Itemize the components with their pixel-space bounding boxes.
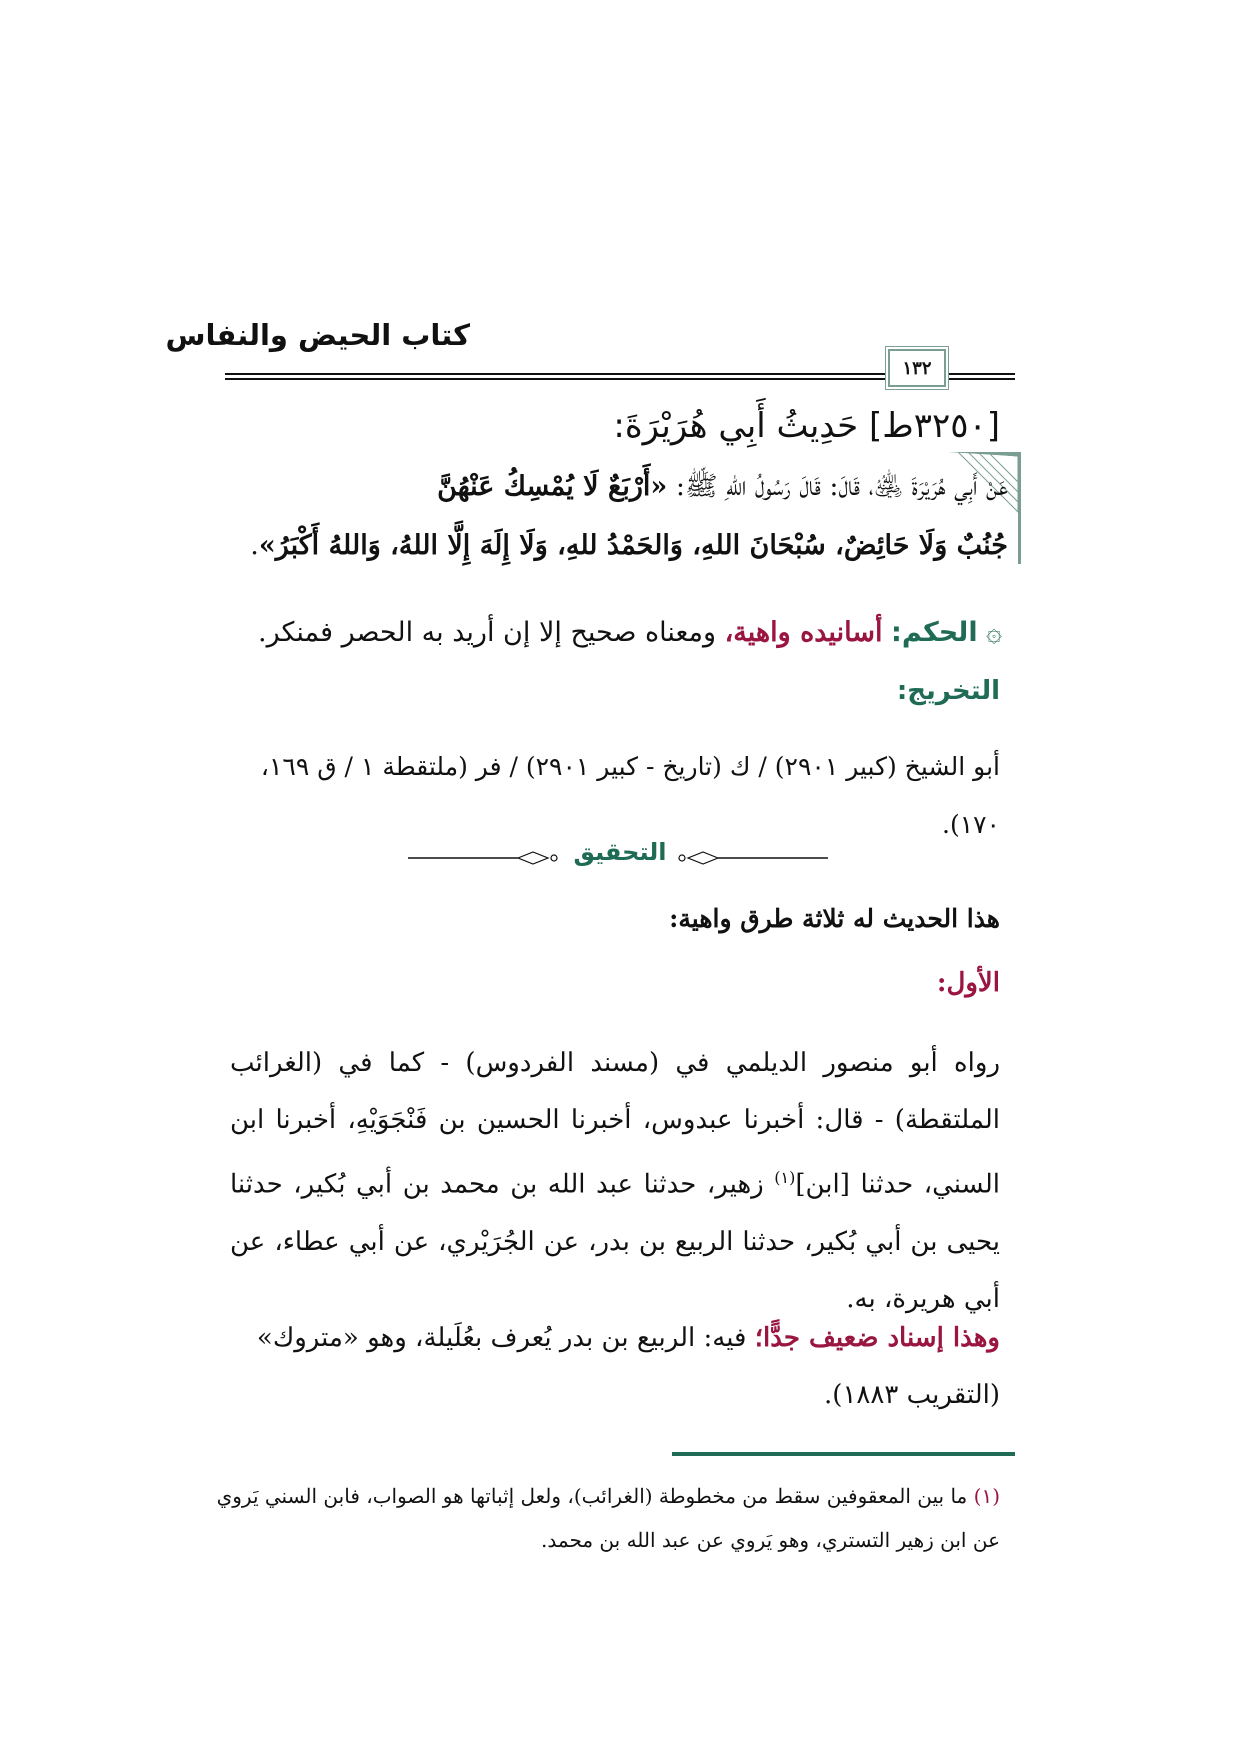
hadith-heading: [٣٢٥٠ط] حَدِيثُ أَبِي هُرَيْرَةَ: xyxy=(613,406,1000,446)
section-divider-label: التحقيق xyxy=(573,838,667,866)
hadith-matn-start: «أَرْبَعٌ لَا يُمْسِكُ عَنْهُنَّ xyxy=(437,471,668,502)
ruling-label: الحكم: xyxy=(891,617,978,648)
hadith-period: . xyxy=(250,530,259,561)
body-text-part-1: رواه أبو منصور الديلمي في (مسند الفردوس) - كما في (الغرائب الملتقطة) - قال: أخبرنا عبدوس، أخبرنا الحسين بن فَنْجَوَيْهِ، أخبرنا ابن السني، حدثنا [ابن] xyxy=(230,1048,1000,1200)
running-header-title: كتاب الحيض والنفاس xyxy=(165,318,470,352)
first-path-paragraph xyxy=(230,1035,1000,1328)
ruling-text: ومعناه صحيح إلا إن أريد به الحصر فمنكر. xyxy=(257,617,725,648)
verdict-text: فيه: الربيع بن بدر يُعرف بعُلَيلة، وهو «متروك» (التقريب ١٨٨٣). xyxy=(256,1323,1000,1410)
page-number-badge: ١٣٢ xyxy=(888,349,946,387)
body-text-part-2: زهير، حدثنا عبد الله بن محمد بن أبي بُكير، حدثنا يحيى بن أبي بُكير، حدثنا الربيع بن بدر، عن الجُرَيْري، عن أبي عطاء، عن أبي هريرة، به. xyxy=(230,1169,1000,1314)
ruling-line xyxy=(258,617,1002,648)
takhrij-label: التخريج: xyxy=(896,676,1000,706)
section-intro: هذا الحديث له ثلاثة طرق واهية: xyxy=(669,904,1000,933)
footnote-text: ما بين المعقوفين سقط من مخطوطة (الغرائب)، ولعل إثباتها هو الصواب، فابن السني يَروي عن ابن زهير التستري، وهو يَروي عن عبد الله بن محمد. xyxy=(216,1484,1000,1552)
takhrij-text: أبو الشيخ (كبير ٢٩٠١) / ك (تاريخ - كبير ٢٩٠١) / فر (ملتقطة ١ / ق ١٦٩، ١٧٠). xyxy=(260,752,1000,839)
flower-ornament-icon: ۞ xyxy=(986,617,1002,648)
footnote-reference[interactable]: (١) xyxy=(774,1168,796,1187)
footnote-number: (١) xyxy=(973,1484,1000,1508)
verdict-highlight: وهذا إسناد ضعيف جدًّا؛ xyxy=(754,1323,1000,1353)
footnote xyxy=(210,1474,1000,1562)
footnote-separator xyxy=(672,1452,1015,1456)
hadith-text-line-1 xyxy=(437,469,1008,509)
first-path-label: الأول: xyxy=(936,968,1000,998)
verdict-paragraph xyxy=(230,1310,1000,1424)
hadith-intro: عَنْ أَبِي هُرَيْرَةَ ﵁، قَالَ: قَالَ رَسُولُ اللهِ ﷺ: xyxy=(667,471,1008,502)
ruling-verdict: أسانيده واهية، xyxy=(724,617,883,648)
hadith-matn-end: جُنُبٌ وَلَا حَائِضٌ، سُبْحَانَ اللهِ، وَالحَمْدُ للهِ، وَلَا إِلَهَ إِلَّا اللهُ، وَاللهُ أَكْبَرُ» xyxy=(258,530,1008,561)
hadith-side-bar xyxy=(1018,452,1021,564)
hadith-text-line-2 xyxy=(250,530,1008,561)
